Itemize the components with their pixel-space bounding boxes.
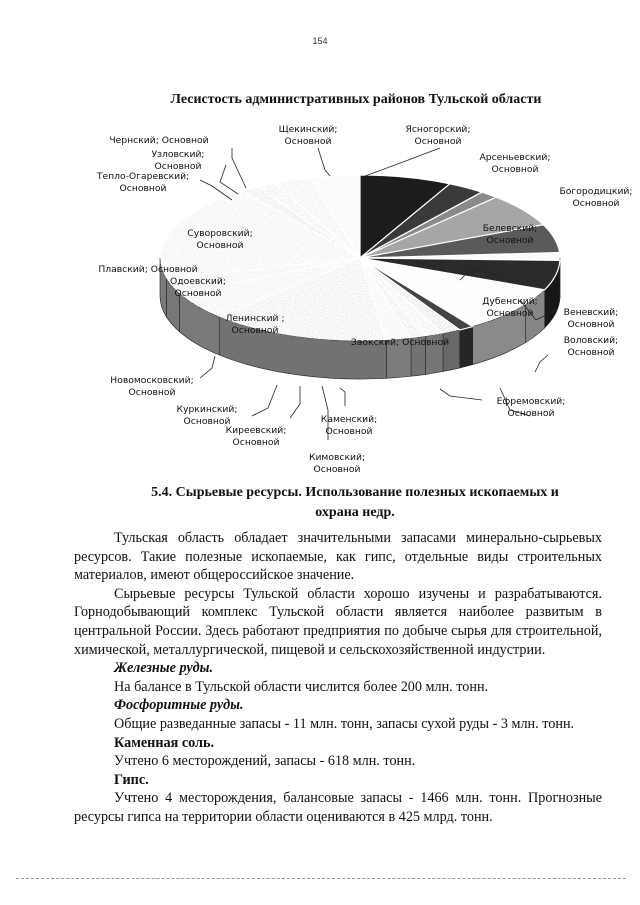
label-dubensky: Дубенский; Основной: [482, 296, 538, 319]
label-kurkinsky: Куркинский; Основной: [176, 404, 238, 427]
label-zaoksky: Заокский; Основной: [350, 337, 450, 348]
label-volovsky: Воловский; Основной: [563, 335, 619, 358]
section-heading-line1: 5.4. Сырьевые ресурсы. Использование полезных ископаемых и: [151, 485, 559, 500]
label-kimovsky: Кимовский; Основной: [308, 452, 366, 475]
gypsum-heading: Гипс.: [114, 771, 149, 788]
label-odoevsky: Одоевский; Основной: [170, 276, 226, 299]
label-venevsky: Веневский; Основной: [563, 307, 619, 330]
label-kireevsky: Киреевский; Основной: [225, 425, 287, 448]
paragraph: Тульская область обладает значительными запасами минерально-сырьевых ресурсов. Такие полезные ископаемые, как гипс, отдельные виды строительных материалов, имеют общероссийское значение.: [74, 530, 602, 584]
iron-ore-heading: Железные руды.: [114, 660, 214, 677]
rock-salt-heading: Каменная соль.: [114, 734, 215, 751]
body-text: [74, 529, 602, 827]
label-arsenyevsky: Арсеньевский; Основной: [479, 152, 551, 175]
label-plavsky: Плавский; Основной: [98, 264, 198, 275]
label-bogoroditsky: Богородицкий; Основной: [559, 186, 633, 209]
footer-divider: [16, 878, 626, 881]
label-uzlovsky: Узловский; Основной: [151, 149, 205, 172]
section-heading: [100, 483, 610, 523]
page-number: 154: [312, 36, 328, 46]
section-heading-line2: охрана недр.: [315, 505, 395, 520]
chart-title: Лесистость административных районов Тульской области: [170, 92, 542, 107]
phosphorite-text: Общие разведанные запасы - 11 млн. тонн, запасы сухой руды - 3 млн. тонн.: [114, 715, 575, 732]
label-novomoskovsky: Новомосковский; Основной: [110, 375, 194, 398]
iron-ore-text: На балансе в Тульской области числится более 200 млн. тонн.: [114, 678, 489, 695]
pie-chart: [0, 110, 640, 480]
label-shchekinsky: Щекинский; Основной: [278, 124, 338, 147]
label-suvorovsky: Суворовский; Основной: [187, 228, 253, 251]
label-kamensky: Каменский; Основной: [320, 414, 378, 437]
label-yasnogorsky: Ясногорский; Основной: [405, 124, 471, 147]
label-teplo: Тепло-Огаревский; Основной: [96, 171, 190, 194]
gypsum-text: Учтено 4 месторождения, балансовые запасы - 1466 млн. тонн. Прогнозные ресурсы гипса на территории области оцениваются в 425 млрд. тонн.: [74, 790, 602, 825]
pie-side-10: [460, 327, 473, 368]
rock-salt-text: Учтено 6 месторождений, запасы - 618 млн. тонн.: [114, 753, 416, 770]
label-belevsky: Белевский; Основной: [482, 223, 538, 246]
label-leninsky: Ленинский ; Основной: [225, 313, 285, 336]
label-chernsky: Чернский; Основной: [109, 135, 209, 146]
paragraph: Сырьевые ресурсы Тульской области хорошо изучены и разрабатываются. Горнодобывающий комплекс Тульской области является наиболее развитым в центральной России. Здесь работают предприятия по добыче сырья для строительной, химической, металлургической, пищевой и сельскохозяйственной индустрии.: [74, 585, 602, 658]
label-efremovsky: Ефремовский; Основной: [496, 396, 566, 419]
phosphorite-heading: Фосфоритные руды.: [114, 697, 244, 714]
